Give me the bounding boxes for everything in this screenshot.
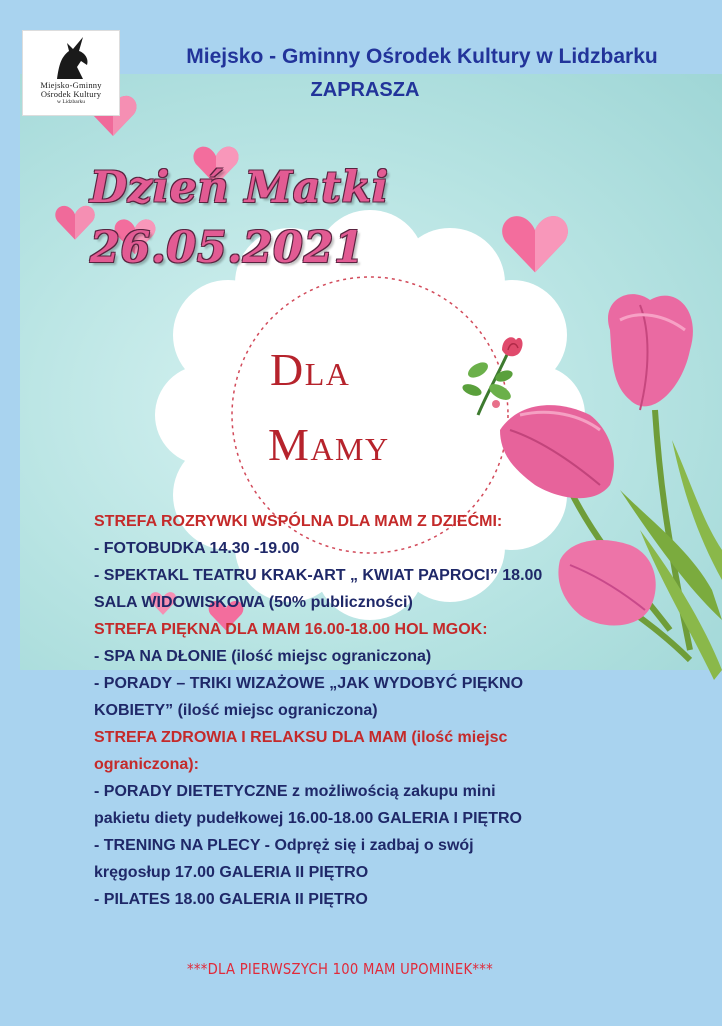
program-item: - PORADY – TRIKI WIZAŻOWE „JAK WYDOBYĆ PIĘKNO xyxy=(94,675,524,692)
organization-name: Miejsko - Gminny Ośrodek Kultury w Lidzbarku xyxy=(186,45,658,68)
logo-line-1: Miejsko-Gminny xyxy=(40,80,102,90)
organization-logo xyxy=(22,30,120,116)
program-section-heading: STREFA ROZRYWKI WSPÓLNA DLA MAM Z DZIEĆMI: xyxy=(94,513,503,530)
program-item: pakietu diety pudełkowej 16.00-18.00 GALERIA I PIĘTRO xyxy=(94,810,522,827)
program-item: - FOTOBUDKA 14.30 -19.00 xyxy=(94,540,300,557)
event-title: Dzień Matki 26.05.2021 xyxy=(90,163,389,273)
gift-notice: ***DLA PIERWSZYCH 100 MAM UPOMINEK*** xyxy=(187,960,493,978)
program-section-heading: STREFA PIĘKNA DLA MAM 16.00-18.00 HOL MGOK: xyxy=(94,621,488,638)
program-item: SALA WIDOWISKOWA (50% publiczności) xyxy=(94,594,413,611)
program-item: - PILATES 18.00 GALERIA II PIĘTRO xyxy=(94,891,368,908)
program-section-heading: ograniczona): xyxy=(94,756,199,773)
logo-line-2: Ośrodek Kultury xyxy=(40,89,102,99)
invitation-text: ZAPRASZA xyxy=(310,79,420,101)
program-list xyxy=(94,508,624,913)
program-item: - SPEKTAKL TEATRU KRAK-ART „ KWIAT PAPROCI” 18.00 xyxy=(94,567,543,584)
program-item: kręgosłup 17.00 GALERIA II PIĘTRO xyxy=(94,864,369,881)
logo-line-3: w Lidzbarku xyxy=(57,99,85,105)
subtitle-line-1: Dla xyxy=(270,344,351,395)
program-item: - PORADY DIETETYCZNE z możliwością zakupu mini xyxy=(94,783,496,800)
program-item: - SPA NA DŁONIE (ilość miejsc ograniczona) xyxy=(94,648,432,665)
program-section-heading: STREFA ZDROWIA I RELAKSU DLA MAM (ilość miejsc xyxy=(94,729,508,746)
unicorn-logo-icon xyxy=(47,35,95,81)
subtitle-line-2: Mamy xyxy=(268,419,390,470)
program-item: - TRENING NA PLECY - Odpręż się i zadbaj o swój xyxy=(94,837,474,854)
program-item: KOBIETY” (ilość miejsc ograniczona) xyxy=(94,702,378,719)
